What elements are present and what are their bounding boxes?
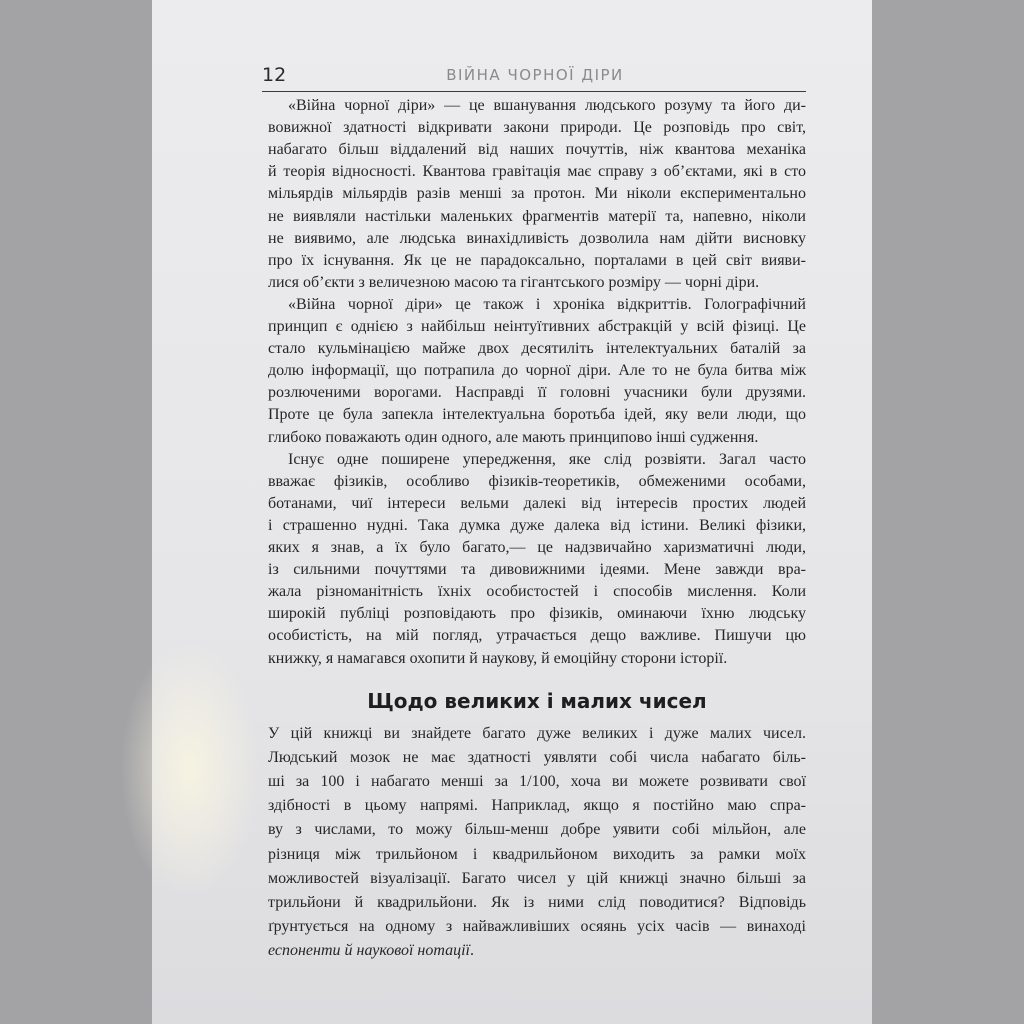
text-line [268,118,806,137]
text-line-content: особистість, на мій погляд, утрачається дещо важливе. Пишучи цю [268,627,806,645]
text-line-content: із сильними почуттями та дивовижними ідеями. Мене завжди вра- [268,561,806,579]
text-line-content: стало кульмінацією майже двох десятиліть інтелектуальних баталій за [268,340,806,358]
light-glare [120,640,260,900]
text-line [268,229,806,248]
text-line [268,405,806,424]
text-line [268,582,806,601]
text-line-content: мільярдів мільярдів разів менші за протон. Ми ніколи експериментально [268,185,806,203]
section-line [268,796,806,815]
text-line [268,207,806,226]
text-line [268,649,806,668]
text-line-content: книжку, я намагався охопити й наукову, й емоційну сторони історії. [268,649,728,667]
section-line [268,869,806,888]
text-line-content: не виявимо, але людська винахідливість дозволила нам дійти висновку [268,229,806,247]
section-line-content: можливостей візуалізації. Багато чисел у цій книжці значно більші за [268,869,806,887]
text-line [268,251,806,270]
text-line-content: принцип є однією з найбільш неінтуїтивних абстракцій у всій фізиці. Це [268,318,806,335]
text-line-content: Проте це була запекла інтелектуальна боротьба ідей, яку вели люди, що [268,406,806,424]
section-line [268,917,806,936]
text-line-content: долю інформації, що потрапила до чорної діри. Але то не була битва між [268,362,806,380]
section-line-content: трильйони й квадрильйони. Як із ними слід поводитися? Відповідь [268,893,806,911]
text-line [268,604,806,623]
text-line [268,162,806,181]
section-line-content: різниця між трильйоном і квадрильйоном виходить за рамки моїх [268,845,806,863]
section-final-line [268,941,806,960]
text-line-content: глибоко поважають один одного, але мають принципово інші судження. [268,428,759,446]
text-line-content: розлюченими ворогами. Насправді її головні учасники були друзями. [268,384,806,402]
text-line-content: вважає фізиків, особливо фізиків-теоретиків, обмеженими особами, [268,472,806,490]
text-line [268,383,806,402]
italic-term: еспоненти й наукової нотації [268,942,470,959]
text-line [268,317,806,336]
final-period: . [469,942,474,959]
text-line-content: яких я знав, а їх було багато,— це надзвичайно харизматичні люди, [268,539,806,556]
text-line [268,428,806,447]
text-line-content: про їх існування. Як це не парадоксально, порталами в цей світ вияви- [268,251,806,269]
text-line-content: не виявляли настільки маленьких фрагментів матерії та, напевно, ніколи [268,207,806,225]
text-line [268,361,806,380]
section-line [268,772,806,791]
page-number: 12 [262,64,287,86]
running-title: ВІЙНА ЧОРНОЇ ДІРИ [446,66,624,84]
text-line [268,472,806,491]
section-line [268,748,806,767]
section-heading: Щодо великих і малих чисел [367,689,707,713]
section-line [268,845,806,864]
text-line-content: й теорія відносності. Квантова гравітація має справу з об’єктами, які в сто [268,163,806,181]
text-line-content: вовижної здатності відкривати закони природи. Це розповідь про світ, [268,119,806,137]
text-line-content: жала різноманітність їхніх особистостей і способів мислення. Коли [268,583,806,601]
section-line-content: ву з числами, то можу більш-менш добре уявити собі мільйон, але [268,821,806,839]
text-line [268,494,806,513]
text-line [288,295,806,314]
text-line-content: ботанами, чиї інтереси вельми далекі від інтересів простих людей [268,494,806,512]
section-line [268,893,806,912]
text-line [268,560,806,579]
text-line [288,450,806,469]
section-line-content: У цій книжці ви знайдете багато дуже великих і дуже малих чисел. [268,725,806,742]
text-line-content: Існує одне поширене упередження, яке слід розвіяти. Загал часто [288,450,806,468]
section-line-content: ші за 100 і набагато менші за 1/100, хоча ви можете розвивати свої [268,773,806,791]
text-line-content: широкій публіці розповідають про фізиків, оминаючи їхню людську [268,605,806,623]
section-line-content: ґрунтується на одному з найважливіших осяянь усіх часів — винаході [268,917,806,935]
text-line [268,273,806,292]
section-line [268,820,806,839]
text-line [268,538,806,557]
text-line [288,96,806,115]
text-line [268,140,806,159]
text-line [268,339,806,358]
section-line-content: здібності в цьому напрямі. Наприклад, якщо я постійно маю спра- [268,797,806,815]
section-line-content: Людський мозок не має здатності уявляти собі числа набагато біль- [268,749,806,767]
section-line [268,724,806,743]
text-line-content: «Війна чорної діри» — це вшанування людського розуму та його ди- [288,97,806,114]
text-line-content: набагато більш віддалений від наших почуттів, ніж квантова механіка [268,141,806,159]
text-line [268,184,806,203]
text-line-content: і страшенно нудні. Така думка дуже далека від істини. Великі фізики, [268,516,806,534]
text-line-content: «Війна чорної діри» це також і хроніка відкриттів. Голографічний [288,295,806,313]
text-line [268,626,806,645]
text-line [268,516,806,535]
text-line-content: лися об’єкти з величезною масою та гігантського розміру — чорні діри. [268,273,760,291]
header-rule [262,91,806,92]
